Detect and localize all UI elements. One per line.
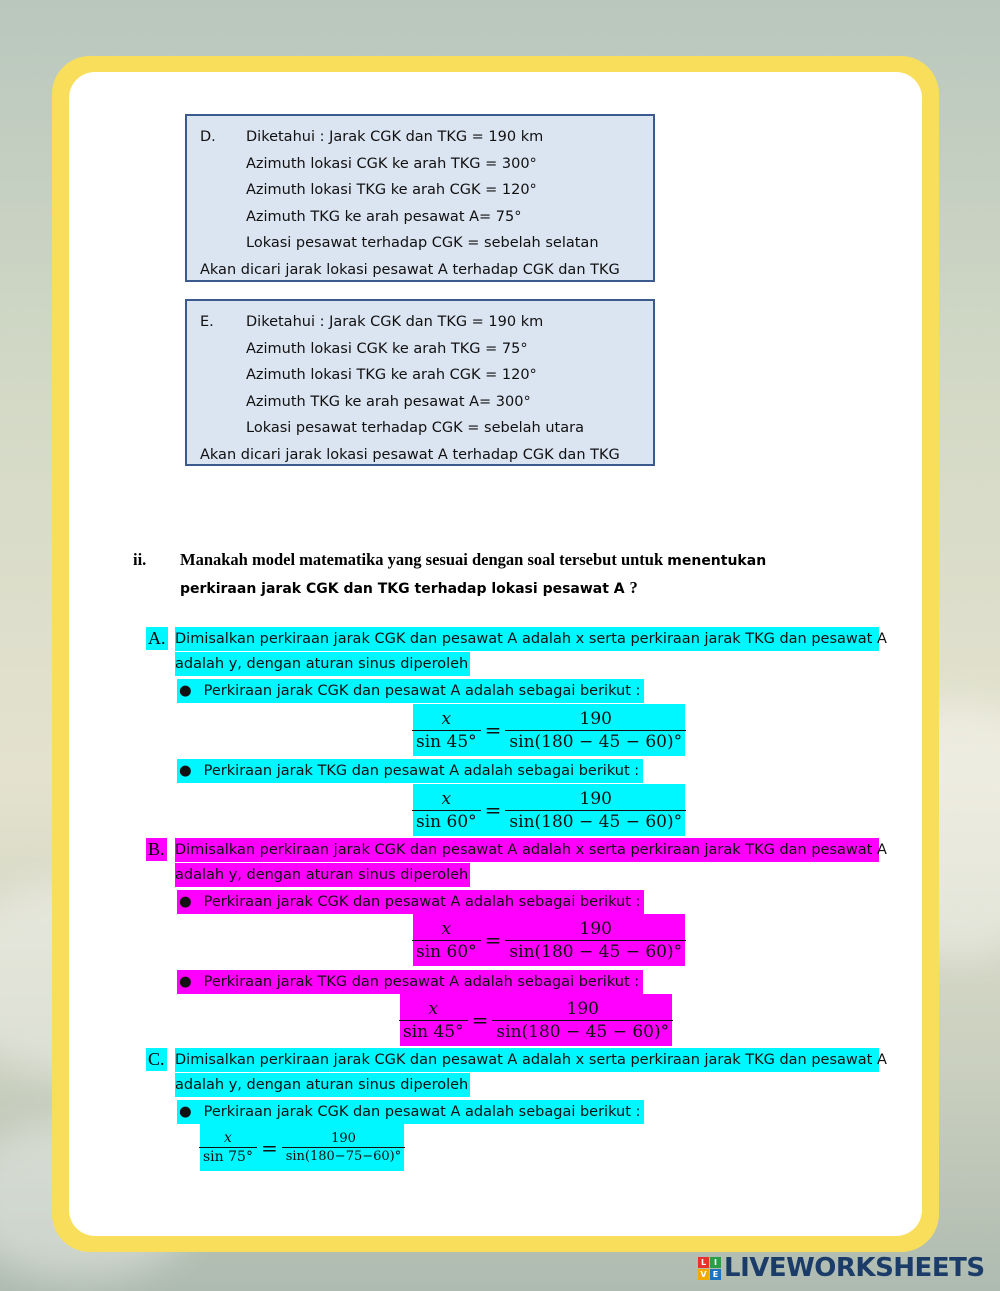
logo-tile-e: E bbox=[710, 1269, 721, 1280]
formula-denominator: sin 45° bbox=[403, 1021, 464, 1042]
formula-numerator: 190 bbox=[282, 1131, 406, 1148]
option-a-text-1[interactable]: Dimisalkan perkiraan jarak CGK dan pesawat A adalah x serta perkiraan jarak TKG dan pesawat A bbox=[175, 627, 879, 651]
option-a-formula-2[interactable] bbox=[413, 784, 685, 836]
box-d-line-4: Azimuth TKG ke arah pesawat A= 75° bbox=[246, 208, 522, 225]
option-b-letter[interactable]: B. bbox=[148, 839, 165, 859]
worksheet-page bbox=[69, 72, 922, 1236]
option-d-box bbox=[185, 114, 655, 282]
formula-denominator: sin 45° bbox=[416, 731, 477, 752]
option-b-bullet-2[interactable]: ● Perkiraan jarak TKG dan pesawat A adalah sebagai berikut : bbox=[177, 970, 643, 994]
option-a-bullet-1-text: Perkiraan jarak CGK dan pesawat A adalah sebagai berikut : bbox=[203, 683, 641, 699]
formula-numerator: x bbox=[412, 709, 481, 731]
formula-denominator: sin(180−75−60)° bbox=[285, 1149, 402, 1164]
question-line-1-end: menentukan bbox=[667, 553, 767, 569]
option-c-formula-1[interactable] bbox=[200, 1124, 404, 1171]
equals-sign: = bbox=[484, 928, 502, 952]
option-b-text-1[interactable]: Dimisalkan perkiraan jarak CGK dan pesawat A adalah x serta perkiraan jarak TKG dan pesawat A bbox=[175, 838, 879, 862]
formula-denominator: sin 60° bbox=[416, 941, 477, 962]
logo-tile-v: V bbox=[698, 1269, 709, 1280]
formula-numerator: x bbox=[199, 1130, 257, 1148]
box-d-line-1: Diketahui : Jarak CGK dan TKG = 190 km bbox=[246, 129, 544, 145]
option-a-letter[interactable]: A. bbox=[148, 628, 166, 648]
equals-sign: = bbox=[471, 1008, 489, 1032]
box-e-line-4: Azimuth TKG ke arah pesawat A= 300° bbox=[246, 393, 531, 410]
option-c-bullet-1-text: Perkiraan jarak CGK dan pesawat A adalah sebagai berikut : bbox=[203, 1104, 641, 1120]
formula-numerator: x bbox=[412, 789, 481, 811]
box-e-line-3: Azimuth lokasi TKG ke arah CGK = 120° bbox=[246, 367, 537, 383]
formula-numerator: x bbox=[412, 919, 481, 941]
option-c-text-2[interactable]: adalah y, dengan aturan sinus diperoleh bbox=[175, 1073, 470, 1097]
question-line-1: Manakah model matematika yang sesuai dengan soal tersebut untuk bbox=[180, 550, 664, 569]
box-e-line-1: Diketahui : Jarak CGK dan TKG = 190 km bbox=[246, 314, 544, 330]
logo-tiles bbox=[698, 1257, 721, 1280]
option-a-formula-1[interactable] bbox=[413, 704, 685, 756]
option-c-bullet-1[interactable]: ● Perkiraan jarak CGK dan pesawat A adalah sebagai berikut : bbox=[177, 1100, 644, 1124]
box-e-line-5: Lokasi pesawat terhadap CGK = sebelah utara bbox=[246, 420, 584, 436]
option-a-bullet-2-text: Perkiraan jarak TKG dan pesawat A adalah sebagai berikut : bbox=[203, 763, 640, 779]
equals-sign: = bbox=[484, 798, 502, 822]
formula-numerator: 190 bbox=[505, 709, 686, 731]
formula-denominator: sin 60° bbox=[416, 811, 477, 832]
option-a-bullet-2[interactable]: ● Perkiraan jarak TKG dan pesawat A adalah sebagai berikut : bbox=[177, 759, 643, 783]
equals-sign: = bbox=[484, 718, 502, 742]
box-d-line-2: Azimuth lokasi CGK ke arah TKG = 300° bbox=[246, 155, 537, 172]
logo-tile-i: I bbox=[710, 1257, 721, 1268]
option-e-box bbox=[185, 299, 655, 466]
liveworksheets-logo bbox=[698, 1253, 985, 1283]
question-line-2: perkiraan jarak CGK dan TKG terhadap lokasi pesawat A bbox=[180, 581, 625, 597]
option-b-bullet-2-text: Perkiraan jarak TKG dan pesawat A adalah sebagai berikut : bbox=[203, 974, 640, 990]
option-b-formula-1[interactable] bbox=[413, 914, 685, 966]
equals-sign: = bbox=[260, 1135, 278, 1160]
formula-numerator: 190 bbox=[492, 999, 673, 1021]
option-a-bullet-1[interactable]: ● Perkiraan jarak CGK dan pesawat A adalah sebagai berikut : bbox=[177, 679, 644, 703]
formula-denominator: sin 75° bbox=[203, 1149, 253, 1165]
box-e-line-2: Azimuth lokasi CGK ke arah TKG = 75° bbox=[246, 340, 528, 357]
question-mark: ? bbox=[629, 578, 638, 597]
formula-denominator: sin(180 − 45 − 60)° bbox=[509, 811, 683, 832]
formula-denominator: sin(180 − 45 − 60)° bbox=[509, 941, 683, 962]
formula-numerator: 190 bbox=[505, 919, 686, 941]
option-b-bullet-1[interactable]: ● Perkiraan jarak CGK dan pesawat A adalah sebagai berikut : bbox=[177, 890, 644, 914]
box-d-line-3: Azimuth lokasi TKG ke arah CGK = 120° bbox=[246, 182, 537, 198]
option-b-bullet-1-text: Perkiraan jarak CGK dan pesawat A adalah sebagai berikut : bbox=[203, 894, 641, 910]
formula-numerator: x bbox=[399, 999, 468, 1021]
box-d-conclusion: Akan dicari jarak lokasi pesawat A terhadap CGK dan TKG bbox=[200, 261, 620, 278]
question-number: ii. bbox=[133, 550, 147, 569]
formula-numerator: 190 bbox=[505, 789, 686, 811]
logo-tile-l: L bbox=[698, 1257, 709, 1268]
formula-denominator: sin(180 − 45 − 60)° bbox=[509, 731, 683, 752]
option-b-formula-2[interactable] bbox=[400, 994, 672, 1046]
box-d-letter: D. bbox=[200, 129, 216, 145]
box-e-letter: E. bbox=[200, 314, 214, 330]
formula-denominator: sin(180 − 45 − 60)° bbox=[496, 1021, 670, 1042]
option-c-letter[interactable]: C. bbox=[148, 1049, 165, 1069]
option-b-text-2[interactable]: adalah y, dengan aturan sinus diperoleh bbox=[175, 863, 470, 887]
box-d-line-5: Lokasi pesawat terhadap CGK = sebelah selatan bbox=[246, 235, 599, 251]
option-c-text-1[interactable]: Dimisalkan perkiraan jarak CGK dan pesawat A adalah x serta perkiraan jarak TKG dan pesawat A bbox=[175, 1048, 879, 1072]
option-a-text-2[interactable]: adalah y, dengan aturan sinus diperoleh bbox=[175, 652, 470, 676]
logo-text: LIVEWORKSHEETS bbox=[724, 1253, 985, 1283]
box-e-conclusion: Akan dicari jarak lokasi pesawat A terhadap CGK dan TKG bbox=[200, 446, 620, 463]
